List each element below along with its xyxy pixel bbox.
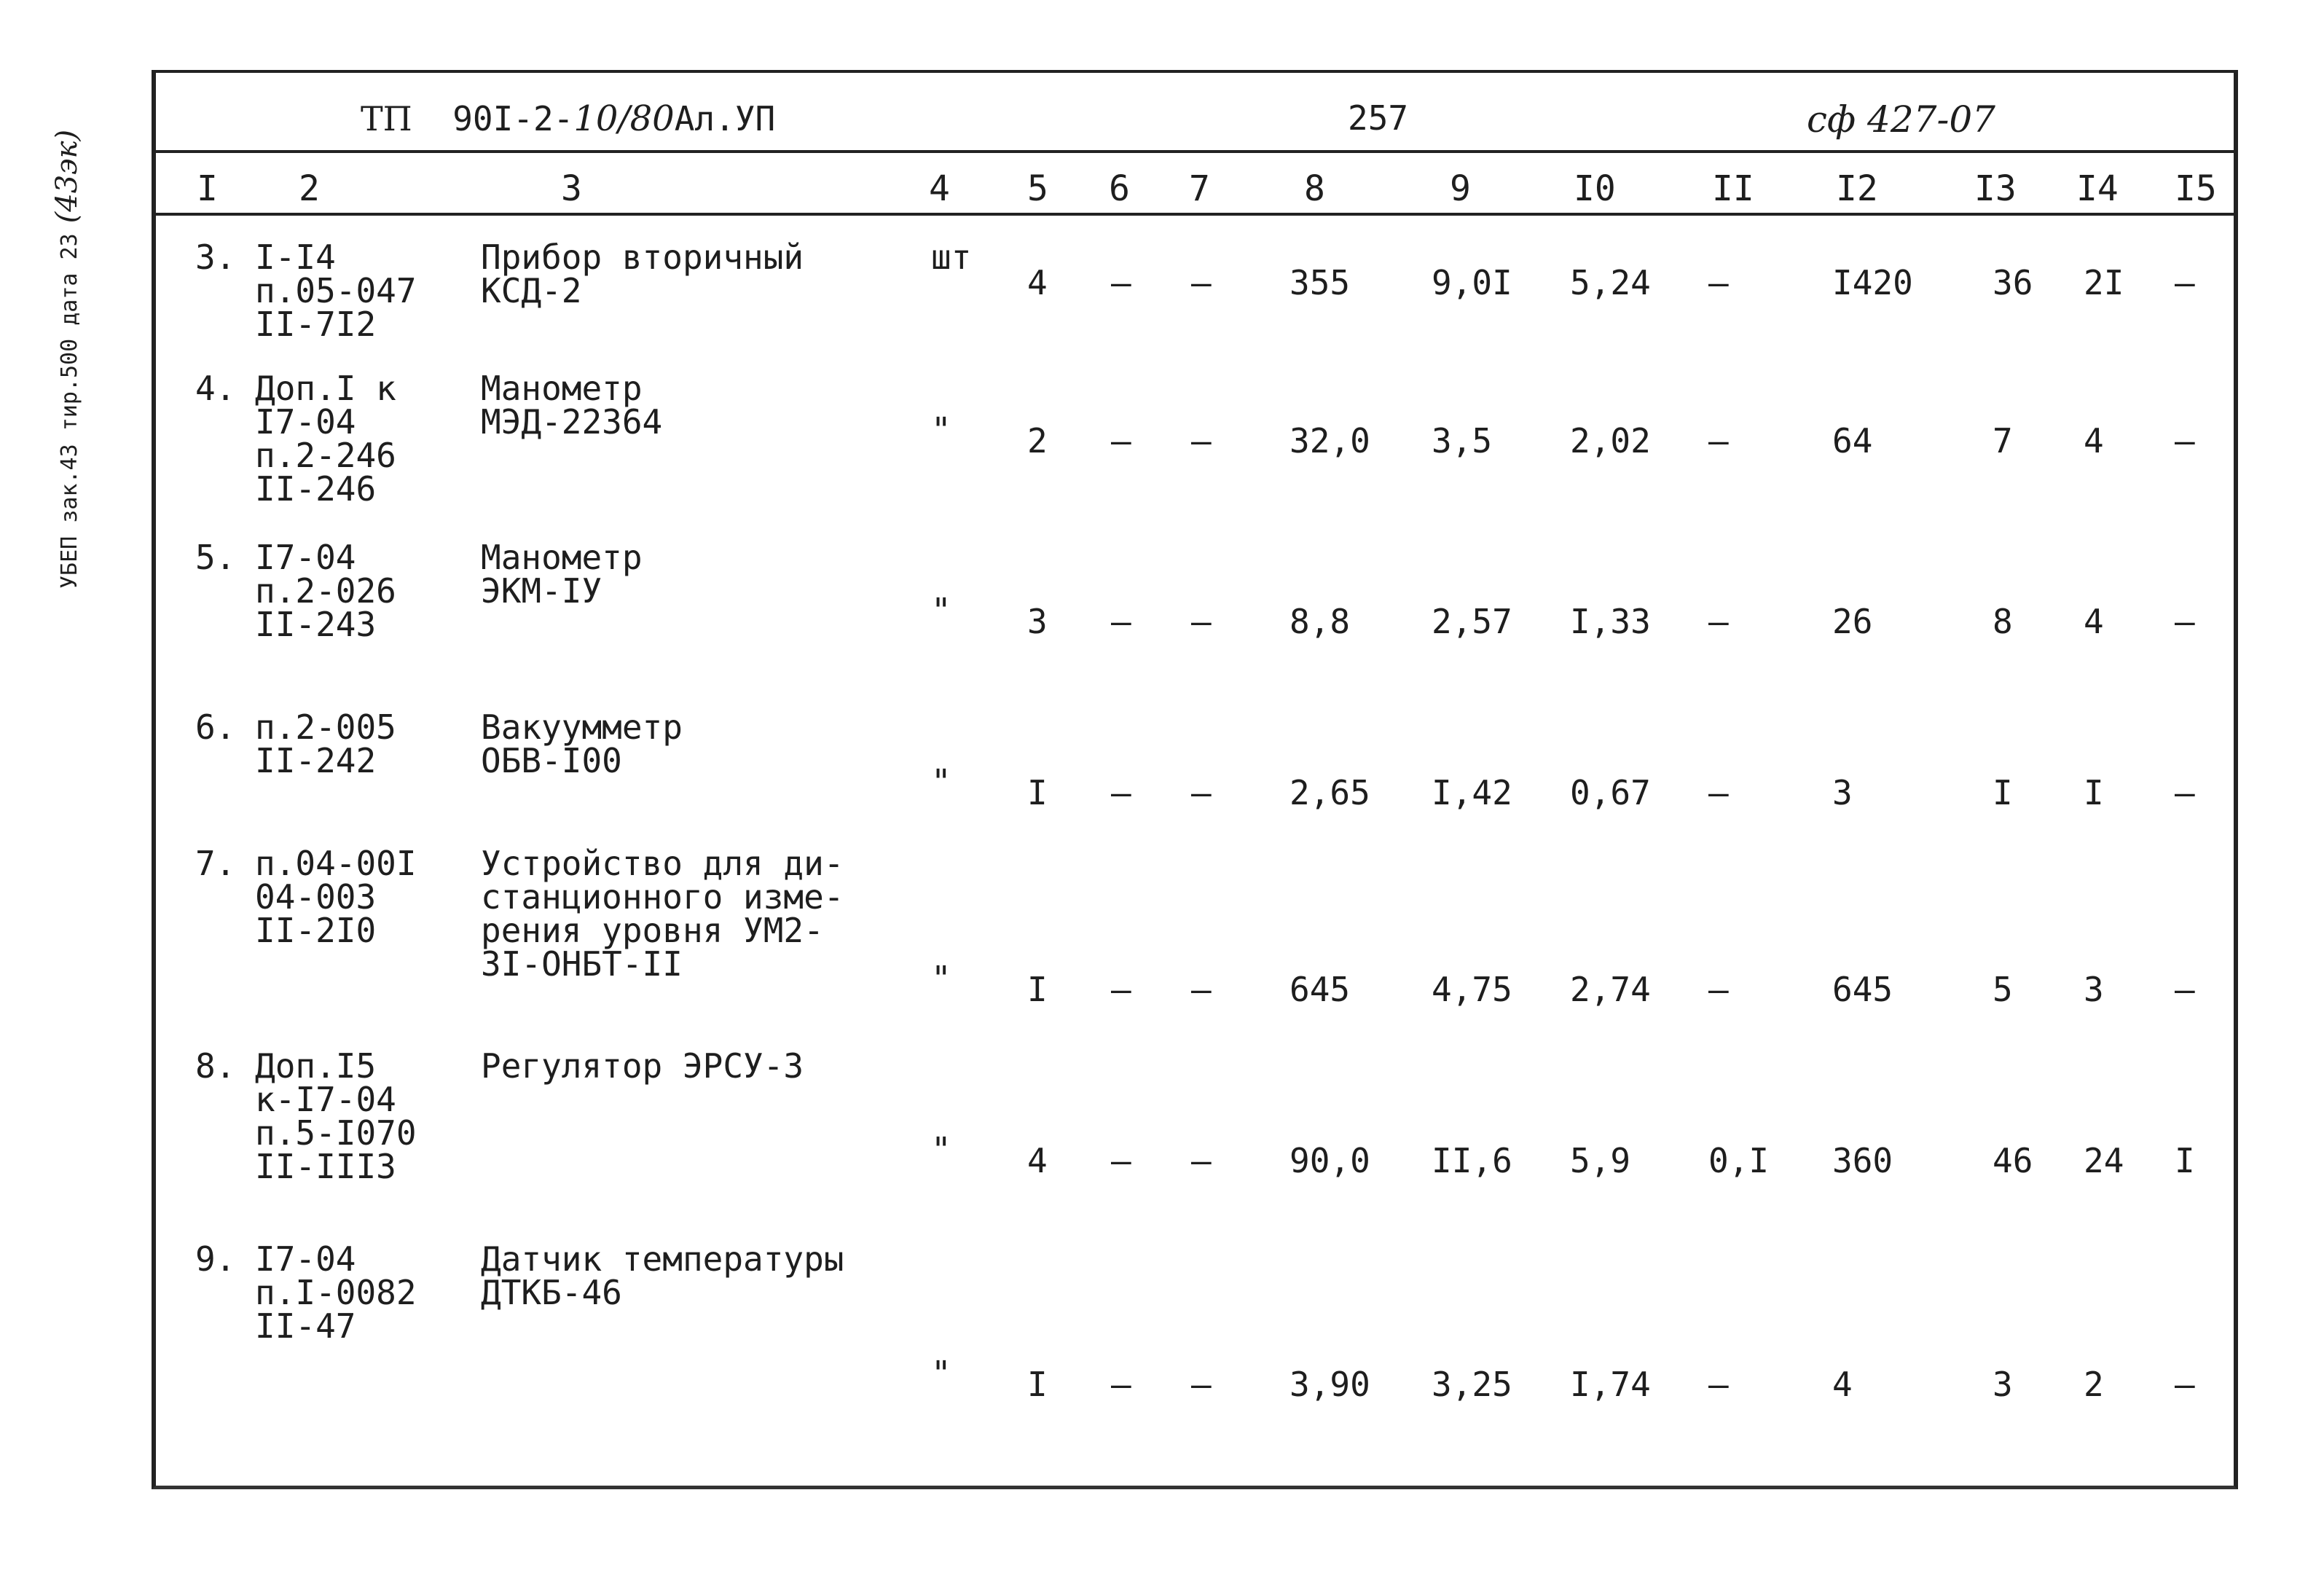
row-value-c13: I xyxy=(1993,773,2013,812)
column-number: 7 xyxy=(1189,168,1210,209)
row-reference: I7-04 п.2-026 II-243 xyxy=(255,538,396,644)
row-value-c13: 7 xyxy=(1993,421,2013,460)
row-value-c11: – xyxy=(1708,602,1729,641)
margin-note-handwritten: (43эк) xyxy=(50,129,84,224)
row-value-c6: – xyxy=(1111,421,1131,460)
row-value-c6: – xyxy=(1111,773,1131,812)
row-name: Манометр МЭД-22364 xyxy=(481,369,663,442)
row-unit: " xyxy=(931,762,951,801)
row-value-c5: 4 xyxy=(1027,1141,1048,1180)
row-value-c6: – xyxy=(1111,263,1131,302)
row-value-c9: 3,5 xyxy=(1432,421,1493,460)
row-number: 9. xyxy=(195,1239,236,1279)
column-number: I3 xyxy=(1974,168,2017,209)
row-value-c5: I xyxy=(1027,970,1048,1009)
handwritten-stamp: сф 427-07 xyxy=(1807,98,1995,141)
row-value-c12: 4 xyxy=(1832,1365,1853,1404)
row-reference: п.2-005 II-242 xyxy=(255,707,396,780)
margin-note-printed: УБЕП зак.43 тир.500 дата 23 xyxy=(57,233,82,589)
row-unit: " xyxy=(931,591,951,630)
margin-note-text xyxy=(52,64,85,589)
row-value-c7: – xyxy=(1191,1141,1212,1180)
row-value-c7: – xyxy=(1191,263,1212,302)
row-value-c8: 90,0 xyxy=(1289,1141,1370,1180)
row-value-c5: 4 xyxy=(1027,263,1048,302)
column-number: I xyxy=(197,168,218,209)
row-number: 8. xyxy=(195,1046,236,1086)
column-number: 9 xyxy=(1450,168,1471,209)
column-number: 3 xyxy=(561,168,582,209)
row-value-c10: I,33 xyxy=(1570,602,1651,641)
document-code xyxy=(361,98,775,142)
row-name: Манометр ЭКМ-IУ xyxy=(481,538,643,611)
row-value-c13: 36 xyxy=(1993,263,2033,302)
row-value-c10: 0,67 xyxy=(1570,773,1651,812)
row-value-c12: 64 xyxy=(1832,421,1873,460)
row-value-c13: 5 xyxy=(1993,970,2013,1009)
row-value-c12: 26 xyxy=(1832,602,1873,641)
row-value-c11: – xyxy=(1708,263,1729,302)
row-reference: I7-04 п.I-0082 II-47 xyxy=(255,1239,417,1346)
row-value-c8: 2,65 xyxy=(1289,773,1370,812)
column-numbers-divider xyxy=(152,213,2238,216)
column-number: 6 xyxy=(1109,168,1130,209)
row-name: Датчик температуры ДТКБ-46 xyxy=(481,1239,844,1312)
row-value-c9: I,42 xyxy=(1432,773,1512,812)
row-value-c5: 2 xyxy=(1027,421,1048,460)
header-divider xyxy=(152,150,2238,153)
row-value-c8: 355 xyxy=(1289,263,1351,302)
row-value-c11: – xyxy=(1708,1365,1729,1404)
row-value-c6: – xyxy=(1111,1141,1131,1180)
row-value-c6: – xyxy=(1111,970,1131,1009)
column-number: II xyxy=(1712,168,1754,209)
row-value-c15: – xyxy=(2175,421,2195,460)
margin-note xyxy=(50,79,121,603)
column-number: I2 xyxy=(1836,168,1878,209)
row-value-c8: 8,8 xyxy=(1289,602,1351,641)
row-value-c15: I xyxy=(2175,1141,2195,1180)
row-reference: Доп.I к I7-04 п.2-246 II-246 xyxy=(255,369,396,509)
row-value-c14: 4 xyxy=(2084,421,2104,460)
row-value-c14: 24 xyxy=(2084,1141,2124,1180)
row-value-c5: I xyxy=(1027,1365,1048,1404)
row-unit: шт xyxy=(931,238,972,277)
row-value-c15: – xyxy=(2175,602,2195,641)
row-value-c11: – xyxy=(1708,773,1729,812)
row-value-c15: – xyxy=(2175,773,2195,812)
row-value-c7: – xyxy=(1191,602,1212,641)
row-value-c15: – xyxy=(2175,1365,2195,1404)
document-code-prefix: ТП xyxy=(361,99,412,138)
row-value-c13: 8 xyxy=(1993,602,2013,641)
row-value-c12: I420 xyxy=(1832,263,1913,302)
row-value-c12: 360 xyxy=(1832,1141,1893,1180)
column-number: I5 xyxy=(2175,168,2217,209)
document-code-suffix: Ал.УП xyxy=(674,99,776,138)
row-number: 7. xyxy=(195,844,236,883)
column-number: I4 xyxy=(2076,168,2119,209)
row-value-c10: 2,02 xyxy=(1570,421,1651,460)
row-value-c15: – xyxy=(2175,263,2195,302)
row-value-c12: 645 xyxy=(1832,970,1893,1009)
row-unit: " xyxy=(931,1130,951,1169)
column-number: 4 xyxy=(929,168,950,209)
row-value-c10: 5,24 xyxy=(1570,263,1651,302)
row-value-c11: – xyxy=(1708,421,1729,460)
row-name: Вакуумметр ОБВ-I00 xyxy=(481,707,683,780)
row-value-c13: 3 xyxy=(1993,1365,2013,1404)
row-value-c7: – xyxy=(1191,421,1212,460)
row-value-c7: – xyxy=(1191,970,1212,1009)
row-number: 3. xyxy=(195,238,236,277)
row-value-c9: 2,57 xyxy=(1432,602,1512,641)
row-name: Устройство для ди- станционного изме- рения уровня УМ2- 3I-ОНБТ-II xyxy=(481,844,844,984)
row-reference: п.04-00I 04-003 II-2I0 xyxy=(255,844,417,950)
row-value-c13: 46 xyxy=(1993,1141,2033,1180)
column-number: 5 xyxy=(1027,168,1048,209)
row-value-c9: 9,0I xyxy=(1432,263,1512,302)
row-value-c7: – xyxy=(1191,773,1212,812)
row-value-c9: 3,25 xyxy=(1432,1365,1512,1404)
row-value-c7: – xyxy=(1191,1365,1212,1404)
row-value-c10: 2,74 xyxy=(1570,970,1651,1009)
row-value-c9: II,6 xyxy=(1432,1141,1512,1180)
row-unit: " xyxy=(931,1354,951,1393)
row-unit: " xyxy=(931,410,951,450)
document-code-handwritten: 10/80 xyxy=(573,98,675,139)
row-value-c5: I xyxy=(1027,773,1048,812)
row-value-c8: 32,0 xyxy=(1289,421,1370,460)
row-unit: " xyxy=(931,959,951,998)
row-number: 4. xyxy=(195,369,236,408)
row-value-c10: 5,9 xyxy=(1570,1141,1631,1180)
row-value-c6: – xyxy=(1111,1365,1131,1404)
row-value-c14: 3 xyxy=(2084,970,2104,1009)
column-number: 8 xyxy=(1304,168,1325,209)
row-value-c14: 2I xyxy=(2084,263,2124,302)
row-number: 6. xyxy=(195,707,236,747)
row-value-c11: 0,I xyxy=(1708,1141,1770,1180)
row-value-c10: I,74 xyxy=(1570,1365,1651,1404)
row-value-c8: 645 xyxy=(1289,970,1351,1009)
row-value-c8: 3,90 xyxy=(1289,1365,1370,1404)
page-number: 257 xyxy=(1348,98,1409,138)
row-value-c14: 2 xyxy=(2084,1365,2104,1404)
document-code-main: 90I-2- xyxy=(452,99,574,138)
column-number: I0 xyxy=(1574,168,1616,209)
row-number: 5. xyxy=(195,538,236,577)
row-value-c9: 4,75 xyxy=(1432,970,1512,1009)
row-value-c14: 4 xyxy=(2084,602,2104,641)
row-name: Регулятор ЭРСУ-3 xyxy=(481,1046,804,1086)
row-reference: Доп.I5 к-I7-04 п.5-I070 II-III3 xyxy=(255,1046,417,1186)
row-value-c12: 3 xyxy=(1832,773,1853,812)
row-reference: I-I4 п.05-047 II-7I2 xyxy=(255,238,417,344)
row-name: Прибор вторичный КСД-2 xyxy=(481,238,804,310)
row-value-c15: – xyxy=(2175,970,2195,1009)
row-value-c5: 3 xyxy=(1027,602,1048,641)
column-number: 2 xyxy=(299,168,320,209)
row-value-c11: – xyxy=(1708,970,1729,1009)
row-value-c14: I xyxy=(2084,773,2104,812)
row-value-c6: – xyxy=(1111,602,1131,641)
